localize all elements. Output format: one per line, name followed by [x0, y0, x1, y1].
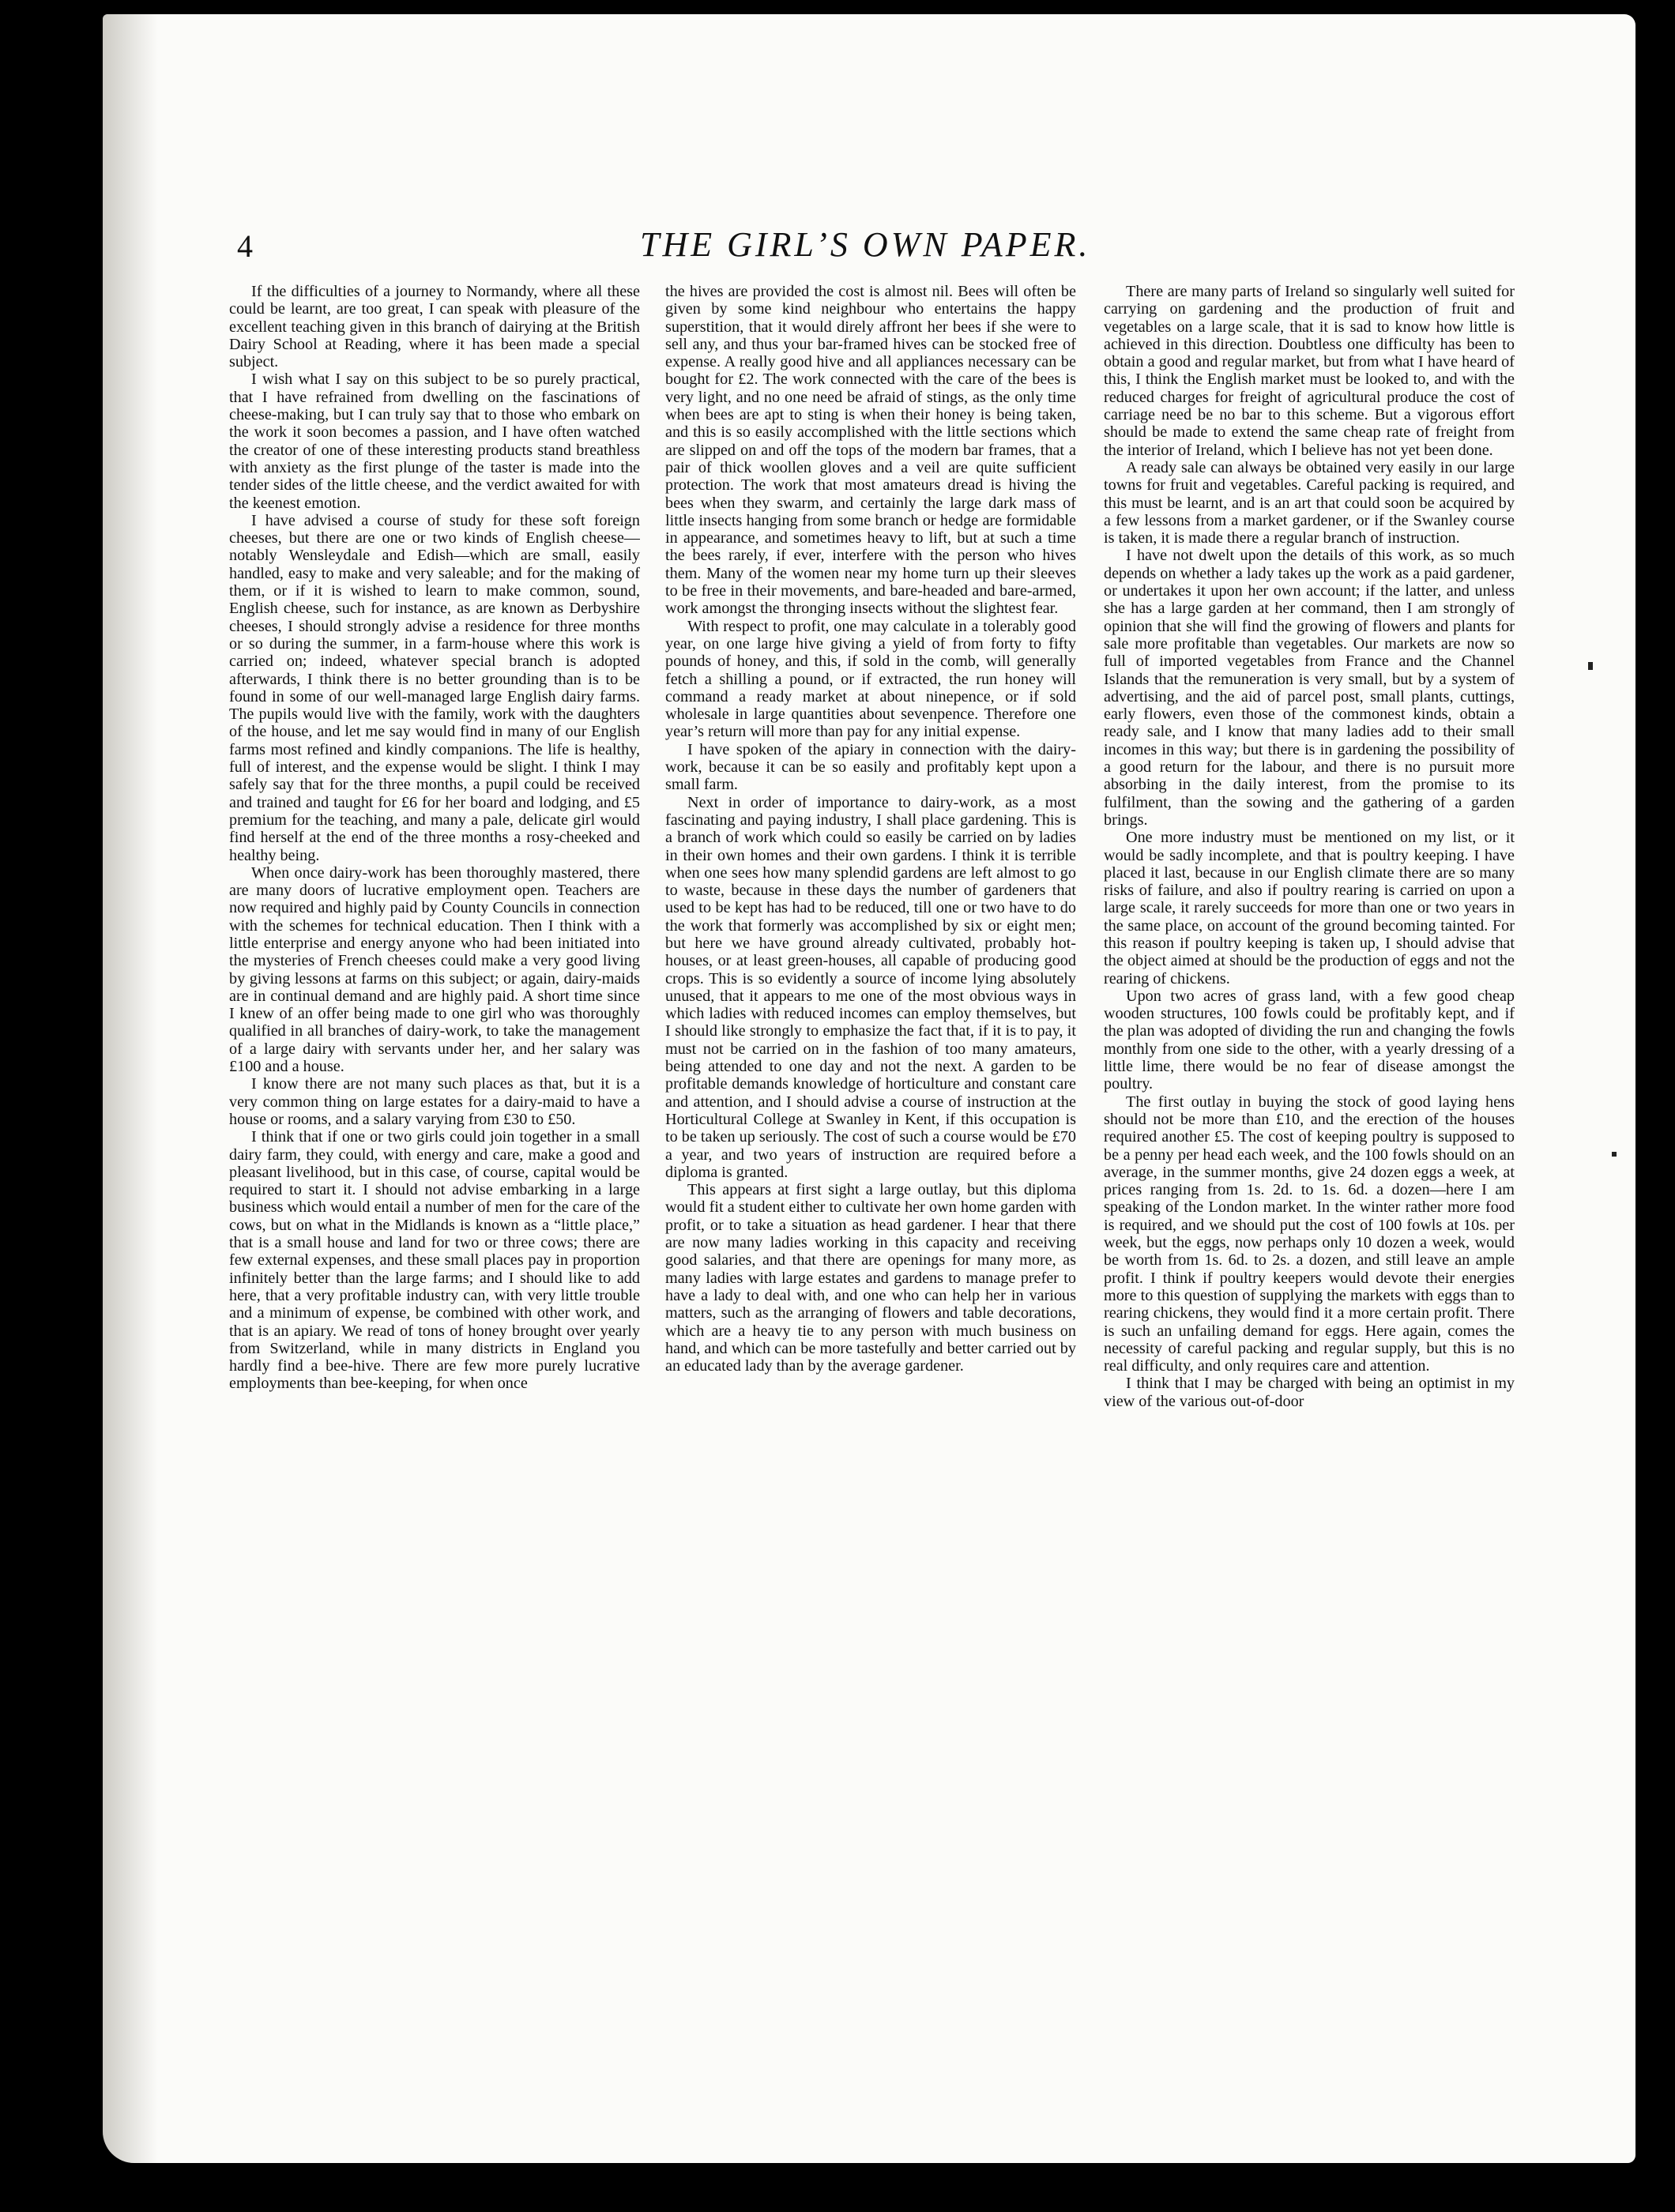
- paragraph: I have not dwelt upon the details of this work, as so much depends on whether a lady takes up the work as a paid gardener, or undertakes it upon her own account; if the latter, and unless she has a large garden at her command, then I am strongly of opinion that she will find the growing of flowers and plants for sale more profitable than vegetables. Our markets are now so full of imported vegetables from France and the Channel Islands that the remuneration is very small, but by a system of advertising, and the aid of parcel post, small plants, cuttings, early flowers, even those of the commonest kinds, obtain a ready sale, and I know that many ladies add to their small incomes in this way; but there is in gardening the possibility of a good return for the labour, and there is no pursuit more absorbing in the daily interest, from the promise to its fulfilment, than the sowing and the gathering of a garden brings.: [1104, 547, 1515, 829]
- paragraph: I wish what I say on this subject to be so purely practical, that I have refrained from dwelling on the fascinations of cheese-making, but I can truly say that to those who embark on the work it soon becomes a passion, and I have often watched the creator of one of these interesting products stand breathless with anxiety as the first plunge of the taster is made into the tender sides of the little cheese, and the verdict awaited for with the keenest emotion.: [229, 371, 640, 512]
- paragraph: There are many parts of Ireland so singularly well suited for carrying on gardening and the production of fruit and vegetables on a large scale, that it is sad to know how little is achieved in this direction. Doubtless one difficulty has been to obtain a good and regular market, but from what I have heard of this, I think the English market must be looked to, and with the reduced charges for freight of agricultural produce the cost of carriage need be no bar to this scheme. But a vigorous effort should be made to extend the same cheap rate of freight from the interior of Ireland, which I believe has not yet been done.: [1104, 283, 1515, 459]
- paragraph: I have advised a course of study for these soft foreign cheeses, but there are one or two kinds of English cheese—notably Wensleydale and Edish—which are small, easily handled, easy to make and very saleable; and for the making of them, or if it is wished to learn to make common, sound, English cheese, such for instance, as are known as Derbyshire cheeses, I should strongly advise a residence for three months or so during the summer, in a farm-house where this work is carried on; indeed, whatever special branch is adopted afterwards, I think there is no better grounding than is to be found in some of our well-managed large English dairy farms. The pupils would live with the family, work with the daughters of the house, and let me say would find in many of our English farms most refined and kindly companions. The life is healthy, full of interest, and the expense would be slight. I think I may safely say that for the three months, a pupil could be received and trained and taught for £6 for her board and lodging, and £5 premium for the teaching, and many a pale, delicate girl would find herself at the end of the three months a rosy-cheeked and healthy being.: [229, 511, 640, 864]
- paragraph: With respect to profit, one may calculate in a tolerably good year, on one large hive giving a yield of from forty to fifty pounds of honey, and this, if sold in the comb, will generally fetch a shilling a pound, or if extracted, the run honey will command a ready market at about ninepence, or if sold wholesale in large quantities about sevenpence. Therefore one year’s return will more than pay for any initial expense.: [665, 617, 1076, 741]
- column-1: [229, 283, 640, 2116]
- paragraph: I have spoken of the apiary in connection with the dairy-work, because it can be so easily and profitably kept upon a small farm.: [665, 740, 1076, 794]
- edge-speck: [1612, 1152, 1617, 1157]
- running-title: THE GIRL’S OWN PAPER.: [640, 225, 1091, 264]
- page: [103, 14, 1635, 2163]
- article-columns: [229, 283, 1517, 2116]
- column-2: [665, 283, 1076, 2116]
- paragraph: This appears at first sight a large outlay, but this diploma would fit a student either to cultivate her own home garden with profit, or to take a situation as head gardener. I hear that there are now many ladies working in this capacity and receiving good salaries, and that there are openings for many more, as many ladies with large estates and gardens to manage prefer to have a lady to deal with, and one who can help her in various matters, such as the arranging of flowers and table decorations, which are a heavy tie to any person with much business on hand, and which can be more tastefully and better carried out by an educated lady than by the average gardener.: [665, 1181, 1076, 1375]
- paragraph: I think that if one or two girls could join together in a small dairy farm, they could, with energy and care, make a good and pleasant livelihood, but in this case, of course, capital would be required to start it. I should not advise embarking in a large business which would entail a number of men for the care of the cows, but on what in the Midlands is known as a “little place,” that is a small house and land for two or three cows; there are few external expenses, and these small places pay in proportion infinitely better than the large farms; and I should like to add here, that a very profitable industry can, with very little trouble and a minimum of expense, be combined with other work, and that is an apiary. We read of tons of honey brought over yearly from Switzerland, while in many districts in England you hardly find a bee-hive. There are few more purely lucrative employments than bee-keeping, for when once: [229, 1128, 640, 1393]
- edge-speck: [1588, 662, 1593, 670]
- paragraph: A ready sale can always be obtained very easily in our large towns for fruit and vegetables. Careful packing is required, and this must be learnt, and is an art that could soon be acquired by a few lessons from a market gardener, or if the Swanley course is taken, it is made there a regular branch of instruction.: [1104, 458, 1515, 547]
- paragraph: If the difficulties of a journey to Normandy, where all these could be learnt, are too great, I can speak with pleasure of the excellent teaching given in this branch of dairying at the British Dairy School at Reading, where it has been made a special subject.: [229, 283, 640, 371]
- paragraph: When once dairy-work has been thoroughly mastered, there are many doors of lucrative employment open. Teachers are now required and highly paid by County Councils in connection with the schemes for technical education. Then I think with a little enterprise and energy anyone who had been initiated into the mysteries of French cheeses could make a very good living by giving lessons at farms on this subject; or again, dairy-maids are in continual demand and are highly paid. A short time since I knew of an offer being made to one girl who was thoroughly qualified in all branches of dairy-work, to take the management of a large dairy with servants under her, and her salary was £100 and a house.: [229, 863, 640, 1076]
- paragraph: One more industry must be mentioned on my list, or it would be sadly incomplete, and that is poultry keeping. I have placed it last, because in our English climate there are so many risks of failure, and also if poultry rearing is carried on upon a large scale, it rarely succeeds for more than one or two years in the same place, on account of the ground becoming tainted. For this reason if poultry keeping is taken up, I should advise that the object aimed at should be the production of eggs and not the rearing of chickens.: [1104, 829, 1515, 988]
- paragraph: The first outlay in buying the stock of good laying hens should not be more than £10, and the erection of the houses required another £5. The cost of keeping poultry is supposed to be a penny per head each week, and the 100 fowls should on an average, in the summer months, give 24 dozen eggs a week, at prices ranging from 1s. 2d. to 1s. 6d. a dozen—here I am speaking of the London market. In the winter rather more food is required, and we should put the cost of 100 fowls at 10s. per week, but the eggs, now perhaps only 10 dozen a week, would be worth from 1s. 6d. to 2s. a dozen, and still leave an ample profit. I think if poultry keepers would devote their energies more to this question of supplying the markets with eggs than to rearing chickens, they would find it a more certain profit. There is such an unfailing demand for eggs. Here again, comes the necessity of careful packing and regular supply, but this is no real difficulty, and only requires care and attention.: [1104, 1093, 1515, 1375]
- paragraph: the hives are provided the cost is almost nil. Bees will often be given by some kind neighbour who entertains the happy superstition, that it would direly affront her bees if she were to sell any, and thus your bar-framed hives can be stocked free of expense. A really good hive and all appliances necessary can be bought for £2. The work connected with the care of the bees is very light, and no one need be afraid of stings, as the only time when bees are apt to sting is when their honey is being taken, and this is so easily accomplished with the little sections which are slipped on and off the tops of the modern bar frames, that a pair of thick woollen gloves and a veil are quite sufficient protection. The work that most amateurs dread is hiving the bees when they swarm, and certainly the large dark mass of little insects hanging from some branch or hedge are formidable in appearance, and sometimes heavy to lift, but at such a time the bees rarely, if ever, interfere with the person who hives them. Many of the women near my home turn up their sleeves to be free in their movements, and bare-headed and bare-armed, work amongst the thronging insects without the slightest fear.: [665, 283, 1076, 618]
- paragraph: Next in order of importance to dairy-work, as a most fascinating and paying industry, I shall place gardening. This is a branch of work which could so easily be carried on by ladies in their own homes and their own gardens. I think it is terrible when one sees how many splendid gardens are left almost to go to waste, because in these days the number of gardeners that used to be kept has had to be reduced, till one or two have to do the work that formerly was accomplished by six or eight men; but here we have ground already cultivated, probably hot-houses, or at least green-houses, all capable of producing good crops. This is so evidently a source of income lying absolutely unused, that it appears to me one of the most obvious ways in which ladies with reduced incomes can employ themselves, but I should like strongly to emphasize the fact that, if it is to pay, it must not be carried on in the fashion of too many amateurs, being attended to one day and not the next. A garden to be profitable demands knowledge of horticulture and constant care and attention, and I should advise a course of instruction at the Horticultural College at Swanley in Kent, if this occupation is to be taken up seriously. The cost of such a course would be £70 a year, and two years of instruction are required before a diploma is granted.: [665, 793, 1076, 1181]
- page-number: 4: [237, 228, 253, 264]
- column-3: [1104, 283, 1515, 2116]
- paragraph: Upon two acres of grass land, with a few good cheap wooden structures, 100 fowls could be profitably kept, and if the plan was adopted of dividing the run and changing the fowls monthly from one side to the other, with a yearly dressing of a little lime, there would be no fear of disease amongst the poultry.: [1104, 987, 1515, 1093]
- paragraph: I know there are not many such places as that, but it is a very common thing on large estates for a dairy-maid to have a house or rooms, and a salary varying from £30 to £50.: [229, 1075, 640, 1128]
- paragraph: I think that I may be charged with being an optimist in my view of the various out-of-door: [1104, 1375, 1515, 1410]
